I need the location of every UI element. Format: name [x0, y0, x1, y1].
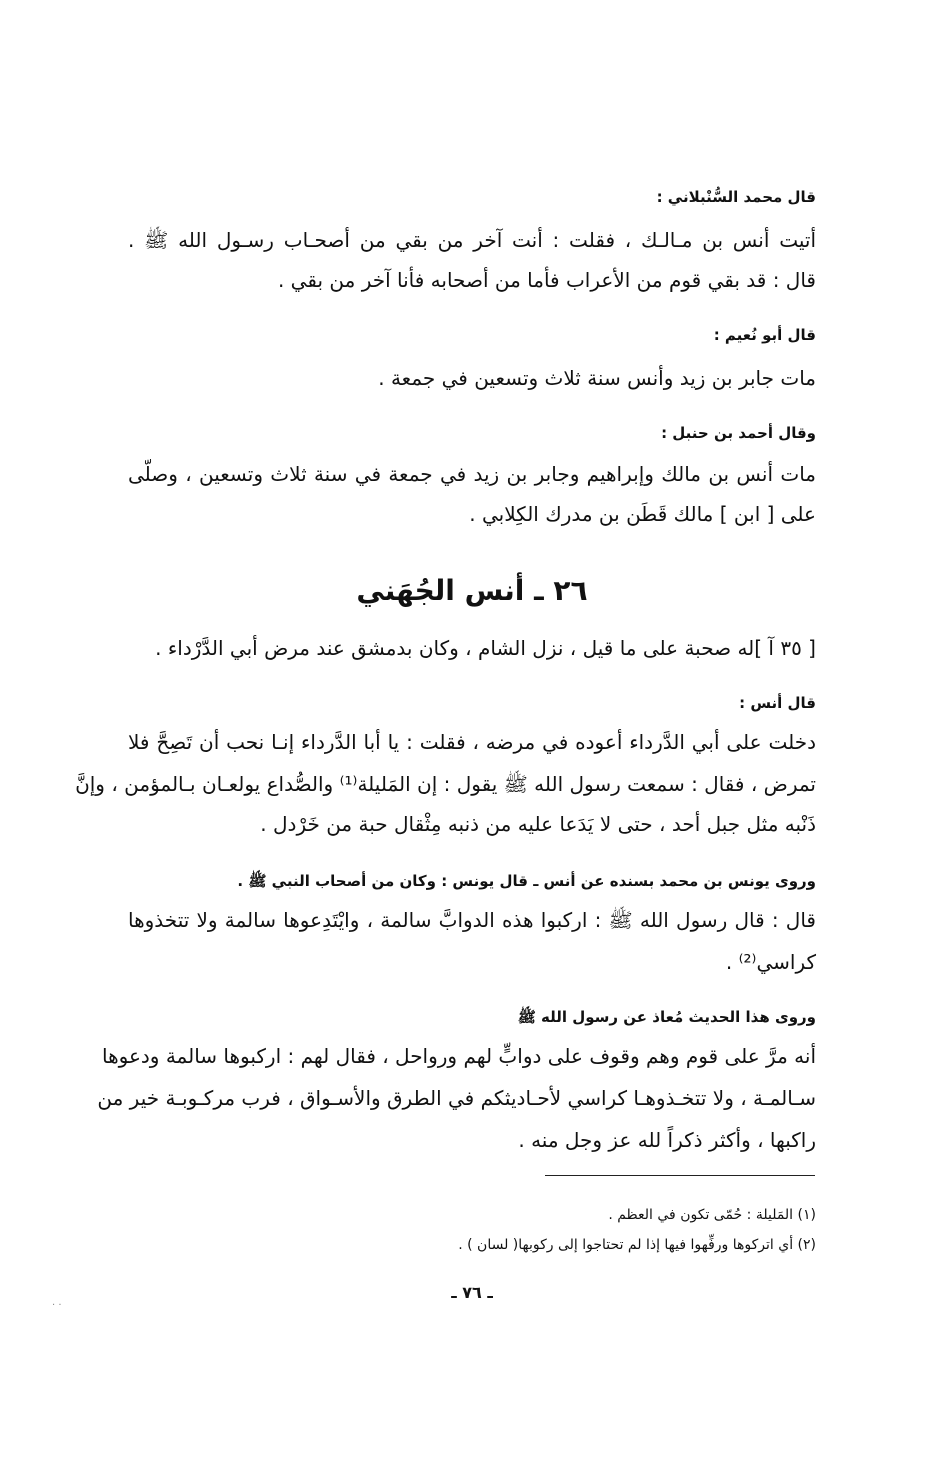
text-line: أنه مرَّ على قوم وهم وقوف على دوابٍّ لهم ورواحل ، فقال لهم : اركبوها سالمة ودعوها: [101, 1044, 816, 1068]
text-line: على [ ابن ] مالك قَطَن بن مدرك الكِلابي .: [469, 502, 816, 526]
narrator-label: قال أنس :: [739, 694, 816, 712]
narrator-label: وروى يونس بن محمد بسنده عن أنس ـ قال يونس : وكان من أصحاب النبي ﷺ .: [237, 872, 816, 890]
text-line: [ ٣٥ آ ]له صحبة على ما قيل ، نزل الشام ، وكان بدمشق عند مرض أبي الدَّرْداء .: [155, 636, 816, 660]
footnote-divider: [545, 1175, 815, 1176]
entry-heading: ٢٦ ـ أنس الجُهَني: [356, 574, 588, 607]
text-line: تمرض ، فقال : سمعت رسول الله ﷺ يقول : إن المَليلة⁽¹⁾ والصُّداع يولعـان بـالمؤمن ، وإنَّ: [75, 772, 816, 796]
text-line: كراسي⁽²⁾ .: [725, 950, 816, 974]
text-line: راكبها ، وأكثر ذكراً لله عز وجل منه .: [518, 1128, 816, 1152]
footnote: (٢) أي اتركوها ورفِّهوا فيها إذا لم تحتاجوا إلى ركوبها( لسان ) .: [458, 1237, 816, 1253]
text-line: قال : قال رسول الله ﷺ : اركبوا هذه الدوابَّ سالمة ، وايْتَدِعوها سالمة ولا تتخذوها: [128, 908, 816, 932]
text-line: مات أنس بن مالك وإبراهيم وجابر بن زيد في جمعة في سنة ثلاث وتسعين ، وصلّى: [128, 462, 816, 486]
text-line: سـالمـة ، ولا تتخـذوهـا كراسي لأحـاديثكم في الطرق والأسـواق ، فرب مركـوبـة خير من: [97, 1086, 816, 1110]
narrator-label: وروى هذا الحديث مُعاذ عن رسول الله ﷺ: [517, 1008, 816, 1026]
footnote: (١) المَليلة : حُمّى تكون في العظم .: [608, 1207, 816, 1223]
text-line: ذَنْبه مثل جبل أحد ، حتى لا يَدَعا عليه من ذنبه مِثْقال حبة من خَرْدل .: [260, 812, 816, 836]
narrator-label: قال محمد السُّنْبلاني :: [656, 188, 816, 206]
text-line: أتيت أنس بن مـالـك ، فقلت : أنت آخر من بقي من أصحـاب رسـول الله ﷺ .: [128, 228, 816, 252]
page-number: ـ ٧٦ ـ: [451, 1283, 493, 1302]
text-line: قال : قد بقي قوم من الأعراب فأما من أصحابه فأنا آخر من بقي .: [277, 268, 816, 292]
narrator-label: وقال أحمد بن حنبل :: [661, 424, 816, 442]
text-line: مات جابر بن زيد وأنس سنة ثلاث وتسعين في جمعة .: [378, 366, 816, 390]
narrator-label: قال أبو نُعيم :: [713, 326, 816, 344]
text-line: دخلت على أبي الدَّرداء أعوده في مرضه ، فقلت : يا أبا الدَّرداء إنـا نحب أن تَصِحَّ فلا: [128, 730, 816, 754]
scan-speck: · ·: [52, 1300, 62, 1311]
